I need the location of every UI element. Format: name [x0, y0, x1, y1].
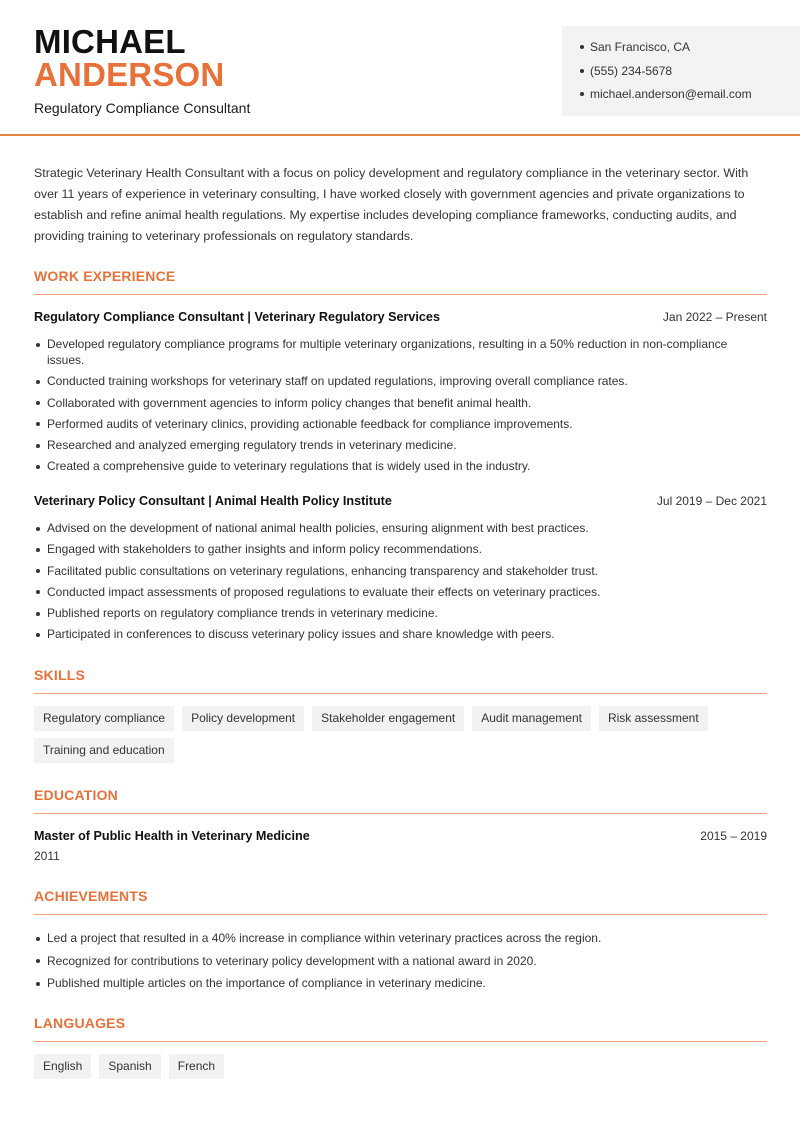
section-title-skills: SKILLS	[34, 667, 767, 694]
job-title: Regulatory Compliance Consultant	[34, 100, 251, 116]
job-role: Regulatory Compliance Consultant | Veterinary Regulatory Services	[34, 310, 440, 324]
skill-chip: Audit management	[472, 706, 591, 731]
list-item: Led a project that resulted in a 40% increase in compliance within veterinary practices across the region.	[34, 930, 767, 946]
list-item: Facilitated public consultations on veterinary regulations, enhancing transparency and stakeholder trust.	[34, 563, 767, 579]
languages-list	[34, 1054, 734, 1079]
list-item: Performed audits of veterinary clinics, providing actionable feedback for compliance improvements.	[34, 416, 767, 432]
contact-box	[562, 26, 800, 116]
contact-location: San Francisco, CA	[578, 40, 800, 64]
job-dates: Jul 2019 – Dec 2021	[656, 494, 767, 508]
job-header	[34, 310, 767, 324]
list-item: Recognized for contributions to veterinary policy development with a national award in 2020.	[34, 953, 767, 969]
list-item: Engaged with stakeholders to gather insights and inform policy recommendations.	[34, 541, 767, 557]
list-item: Published multiple articles on the importance of compliance in veterinary medicine.	[34, 975, 767, 991]
list-item: Advised on the development of national animal health policies, ensuring alignment with best practices.	[34, 520, 767, 536]
summary: Strategic Veterinary Health Consultant with a focus on policy development and regulatory compliance in the veterinary sector. With over 11 years of experience in veterinary consulting, I have worked closely with government agencies and private organizations to establish and refine animal health regulations. My expertise includes developing compliance frameworks, conducting audits, and providing training to veterinary professionals on regulatory standards.	[34, 166, 749, 243]
section-title-work: WORK EXPERIENCE	[34, 268, 767, 295]
list-item: Collaborated with government agencies to inform policy changes that benefit animal health.	[34, 395, 767, 411]
language-chip: English	[34, 1054, 91, 1079]
skill-chip: Policy development	[182, 706, 304, 731]
skills-list	[34, 706, 734, 763]
education-dates: 2015 – 2019	[700, 829, 767, 843]
skill-chip: Training and education	[34, 738, 174, 763]
list-item: Developed regulatory compliance programs for multiple veterinary organizations, resulting in a 50% reduction in non-compliance issues.	[34, 336, 767, 368]
contact-phone[interactable]: (555) 234-5678	[578, 64, 800, 88]
list-item: Conducted training workshops for veterinary staff on updated regulations, improving overall compliance rates.	[34, 373, 767, 389]
skill-chip: Regulatory compliance	[34, 706, 174, 731]
education-degree: Master of Public Health in Veterinary Medicine	[34, 829, 310, 843]
education-year: 2011	[34, 849, 60, 863]
job-bullets	[34, 336, 767, 480]
list-item: Published reports on regulatory compliance trends in veterinary medicine.	[34, 605, 767, 621]
section-title-languages: LANGUAGES	[34, 1015, 767, 1042]
section-title-education: EDUCATION	[34, 787, 767, 814]
contact-email[interactable]: michael.anderson@email.com	[578, 87, 800, 111]
job-dates: Jan 2022 – Present	[662, 310, 767, 324]
last-name: ANDERSON	[34, 56, 225, 93]
language-chip: French	[169, 1054, 224, 1079]
skill-chip: Risk assessment	[599, 706, 708, 731]
job-header	[34, 494, 767, 508]
job-role: Veterinary Policy Consultant | Animal Health Policy Institute	[34, 494, 392, 508]
list-item: Participated in conferences to discuss veterinary policy issues and share knowledge with peers.	[34, 626, 767, 642]
list-item: Conducted impact assessments of proposed regulations to evaluate their effects on veterinary practices.	[34, 584, 767, 600]
first-name: MICHAEL	[34, 23, 186, 60]
job-bullets	[34, 520, 767, 648]
education-header	[34, 829, 767, 843]
language-chip: Spanish	[99, 1054, 160, 1079]
list-item: Created a comprehensive guide to veterinary regulations that is widely used in the industry.	[34, 458, 767, 474]
list-item: Researched and analyzed emerging regulatory trends in veterinary medicine.	[34, 437, 767, 453]
resume-header	[0, 0, 800, 136]
achievements-list	[34, 930, 767, 998]
section-title-achievements: ACHIEVEMENTS	[34, 888, 767, 915]
skill-chip: Stakeholder engagement	[312, 706, 464, 731]
